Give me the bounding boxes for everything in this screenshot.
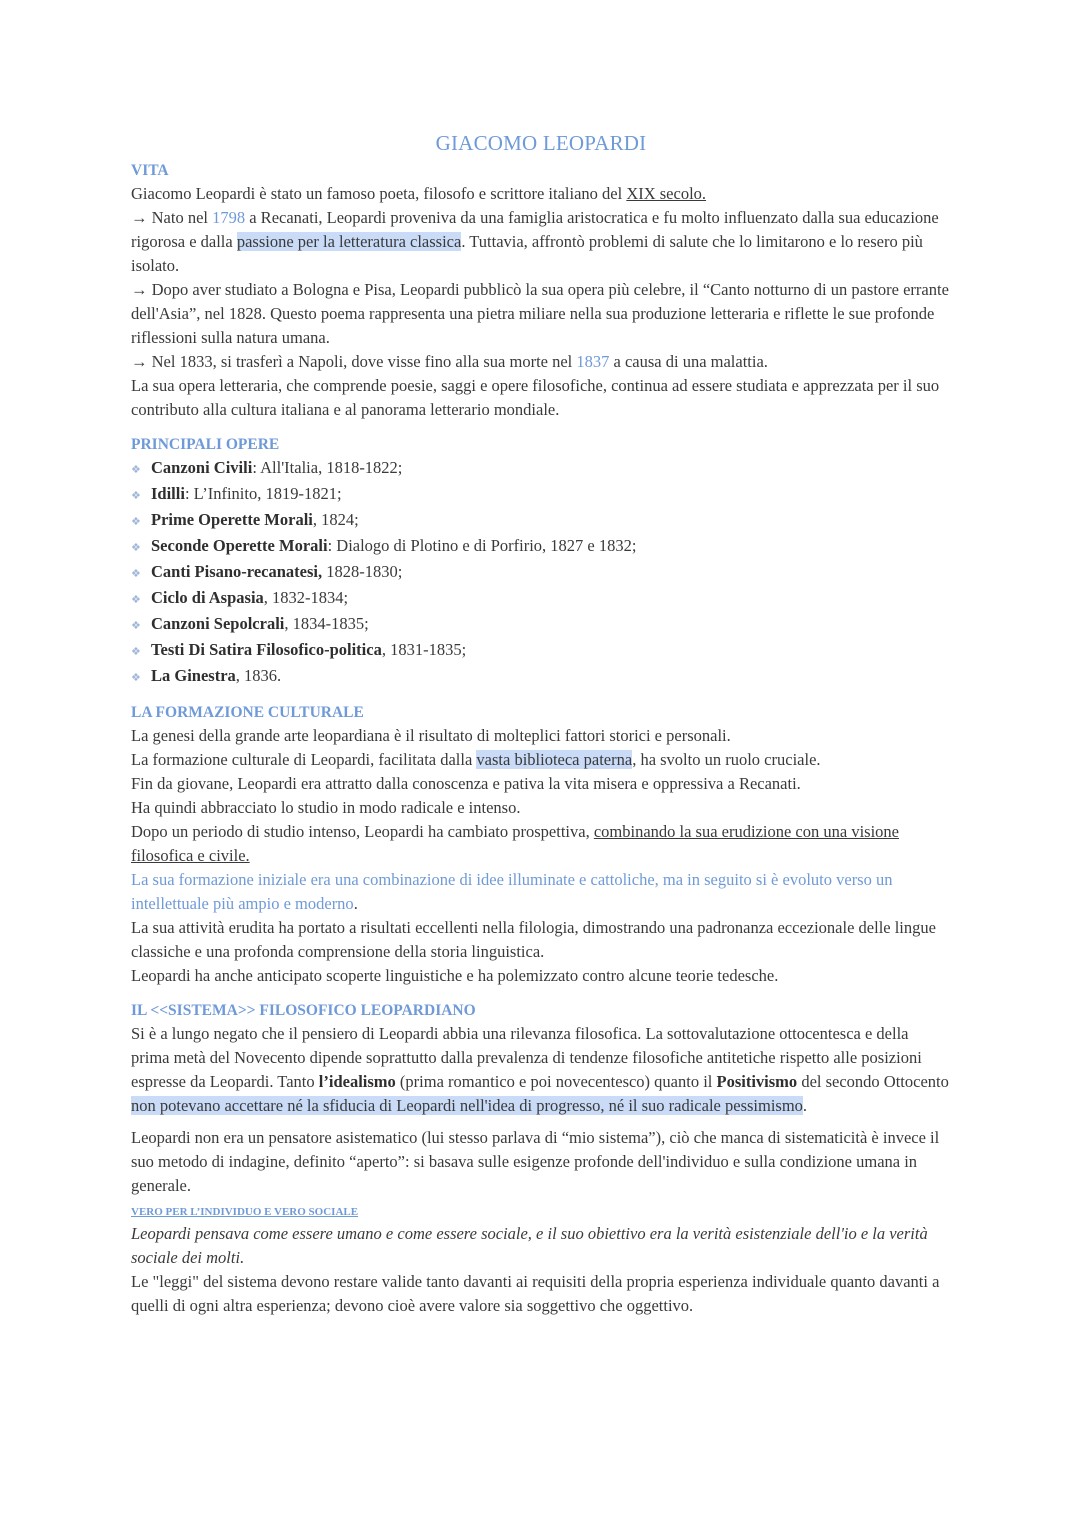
sistema-paragraph-2: Leopardi non era un pensatore asistematico (lui stesso parlava di “mio sistema”), ciò che manca di sistematicità è invece il suo metodo di indagine, definito “aperto”: si basava sulle esigenze profonde dell'individuo e sulla condizione umana in generale. <box>131 1128 940 1195</box>
underlined-text: combinando la sua erudizione con una visione filosofica e civile. <box>131 822 899 865</box>
diamond-bullet-icon: ❖ <box>131 490 141 502</box>
diamond-bullet-icon: ❖ <box>131 542 141 554</box>
diamond-bullet-icon: ❖ <box>131 568 141 580</box>
sistema-paragraph-4: Le "leggi" del sistema devono restare valide tanto davanti ai requisiti della propria esperienza individuale quanto davanti a quelli di ogni altra esperienza; devono cioè avere valore sia soggettivo che oggettivo. <box>131 1272 940 1315</box>
work-details: 1828-1830; <box>322 562 403 581</box>
diamond-bullet-icon: ❖ <box>131 620 141 632</box>
work-details: , 1824; <box>312 510 359 529</box>
birth-year: 1798 <box>212 208 246 227</box>
highlighted-text: vasta biblioteca paterna <box>476 750 633 769</box>
works-list-item <box>131 664 951 690</box>
work-title: Seconde Operette Morali <box>151 536 328 555</box>
highlighted-text: passione per la letteratura classica <box>236 232 462 251</box>
work-details: , 1832-1834; <box>263 588 349 607</box>
formazione-line-4: Ha quindi abbracciato lo studio in modo radicale e intenso. <box>131 798 521 817</box>
works-list-item <box>131 560 951 586</box>
blue-text: La sua formazione iniziale era una combinazione di idee illuminate e cattoliche, ma in seguito si è evoluto verso un intellettuale più ampio e moderno <box>131 870 893 913</box>
section-heading-opere: PRINCIPALI OPERE <box>131 436 280 453</box>
work-title: Canzoni Civili <box>151 458 253 477</box>
works-list-item <box>131 612 951 638</box>
work-title: La Ginestra <box>151 666 236 685</box>
work-title: Canti Pisano-recanatesi, <box>151 562 323 581</box>
section-heading-vita: VITA <box>131 162 169 179</box>
formazione-line-7: La sua attività erudita ha portato a risultati eccellenti nella filologia, dimostrando una padronanza eccezionale delle lingue classiche e una profonda comprensione della storia linguistica. <box>131 918 936 961</box>
diamond-bullet-icon: ❖ <box>131 594 141 606</box>
work-title: Idilli <box>151 484 185 503</box>
diamond-bullet-icon: ❖ <box>131 464 141 476</box>
vita-paragraph-1: Giacomo Leopardi è stato un famoso poeta, filosofo e scrittore italiano del XIX secolo. <box>131 184 707 203</box>
work-details: , 1836. <box>235 666 282 685</box>
page-title: GIACOMO LEOPARDI <box>435 131 647 155</box>
works-list-item <box>131 586 951 612</box>
vita-paragraph-2: → Nato nel 1798 a Recanati, Leopardi proveniva da una famiglia aristocratica e fu molto influenzato dalla sua educazione rigorosa e dalla passione per la letteratura classica. Tuttavia, affrontò problemi di salute che lo limitarono e lo resero più isolato. <box>131 208 939 275</box>
formazione-line-2: La formazione culturale di Leopardi, facilitata dalla vasta biblioteca paterna, ha svolto un ruolo cruciale. <box>131 750 821 769</box>
subsection-heading-vero: VERO PER L’INDIVIDUO E VERO SOCIALE <box>131 1206 359 1218</box>
section-heading-sistema: IL <<SISTEMA>> FILOSOFICO LEOPARDIANO <box>131 1002 476 1019</box>
works-list <box>131 456 951 690</box>
work-details: , 1834-1835; <box>284 614 369 633</box>
work-details: : All'Italia, 1818-1822; <box>252 458 403 477</box>
work-title: Prime Operette Morali <box>151 510 313 529</box>
work-title: Testi Di Satira Filosofico-politica <box>151 640 382 659</box>
formazione-line-5: Dopo un periodo di studio intenso, Leopardi ha cambiato prospettiva, combinando la sua erudizione con una visione filosofica e civile. <box>131 822 899 865</box>
vita-paragraph-4: → Nel 1833, si trasferì a Napoli, dove visse fino alla sua morte nel 1837 a causa di una malattia. <box>131 352 768 371</box>
diamond-bullet-icon: ❖ <box>131 516 141 528</box>
formazione-line-8: Leopardi ha anche anticipato scoperte linguistiche e ha polemizzato contro alcune teorie tedesche. <box>131 966 779 985</box>
work-title: Canzoni Sepolcrali <box>151 614 285 633</box>
sistema-paragraph-3: Leopardi pensava come essere umano e come essere sociale, e il suo obiettivo era la verità esistenziale dell'io e la verità sociale dei molti. <box>131 1224 928 1267</box>
bold-term: l’idealismo <box>318 1072 396 1091</box>
diamond-bullet-icon: ❖ <box>131 672 141 684</box>
death-year: 1837 <box>576 352 610 371</box>
works-list-item <box>131 534 951 560</box>
vita-paragraph-5: La sua opera letteraria, che comprende poesie, saggi e opere filosofiche, continua ad essere studiata e apprezzata per il suo contributo alla cultura italiana e al panorama letterario mondiale. <box>131 376 940 419</box>
work-title: Ciclo di Aspasia <box>151 588 264 607</box>
bold-term: Positivismo <box>716 1072 798 1091</box>
formazione-line-1: La genesi della grande arte leopardiana è il risultato di molteplici fattori storici e personali. <box>131 726 731 745</box>
work-details: , 1831-1835; <box>381 640 467 659</box>
underlined-text: XIX secolo. <box>626 184 707 203</box>
work-details: : L’Infinito, 1819-1821; <box>184 484 342 503</box>
document-page <box>131 128 951 1318</box>
work-details: : Dialogo di Plotino e di Porfirio, 1827 e 1832; <box>327 536 637 555</box>
section-heading-formazione: LA FORMAZIONE CULTURALE <box>131 704 364 721</box>
highlighted-text: non potevano accettare né la sfiducia di Leopardi nell'idea di progresso, né il suo radicale pessimismo <box>131 1096 803 1115</box>
formazione-line-3: Fin da giovane, Leopardi era attratto dalla conoscenza e pativa la vita misera e oppressiva a Recanati. <box>131 774 801 793</box>
diamond-bullet-icon: ❖ <box>131 646 141 658</box>
works-list-item <box>131 508 951 534</box>
works-list-item <box>131 482 951 508</box>
vita-paragraph-3: → Dopo aver studiato a Bologna e Pisa, Leopardi pubblicò la sua opera più celebre, il “Canto notturno di un pastore errante dell'Asia”, nel 1828. Questo poema rappresenta una pietra miliare nella sua produzione letteraria e riflette le sue profonde riflessioni sulla natura umana. <box>131 280 949 347</box>
sistema-paragraph-1: Si è a lungo negato che il pensiero di Leopardi abbia una rilevanza filosofica. La sottovalutazione ottocentesca e della prima metà del Novecento dipende soprattutto dalla prevalenza di tendenze filosofiche antitetiche rispetto alle posizioni espresse da Leopardi. Tanto l’idealismo (prima romantico e poi novecentesco) quanto il Positivismo del secondo Ottocento non potevano accettare né la sfiducia di Leopardi nell'idea di progresso, né il suo radicale pessimismo. <box>131 1024 949 1115</box>
works-list-item <box>131 456 951 482</box>
formazione-line-6: La sua formazione iniziale era una combinazione di idee illuminate e cattoliche, ma in seguito si è evoluto verso un intellettuale più ampio e moderno. <box>131 870 893 913</box>
works-list-item <box>131 638 951 664</box>
